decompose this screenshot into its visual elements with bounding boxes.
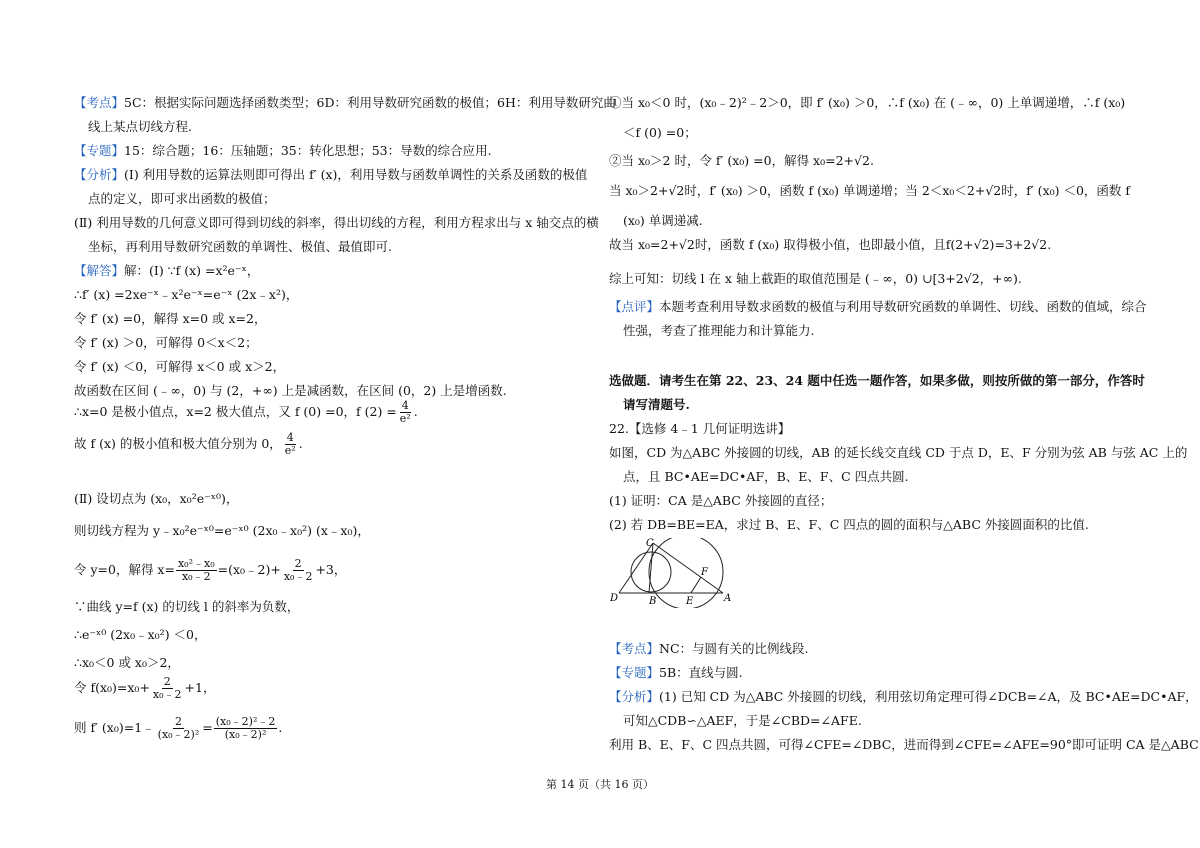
zhuanti-tag: 【专题】 (609, 665, 660, 680)
numerator: 4 (401, 399, 409, 412)
solution-line: ∵曲线 y=f (x) 的切线 l 的斜率为负数， (74, 599, 300, 614)
denominator: x₀﹣2 (152, 688, 182, 701)
solution-line: ∴x₀＜0 或 x₀＞2， (74, 655, 180, 670)
numerator: 2 (174, 715, 182, 728)
question-title: 22.【选修 4﹣1 几何证明选讲】 (609, 421, 791, 436)
solution-text: +3， (315, 562, 347, 577)
label-B: B (649, 596, 657, 607)
solution-line: ②当 x₀＞2 时，令 f′ (x₀) =0，解得 x₀=2+√2. (609, 153, 874, 168)
fenxi-text-2: 点的定义，即可求出函数的极值； (88, 191, 276, 206)
solution-text: 令 y=0，解得 x= (74, 562, 175, 577)
solution-text: 则 f′ (x₀)=1﹣ (74, 720, 155, 735)
zhuanti-line (74, 142, 492, 160)
fenxi-text: (1) 已知 CD 为△ABC 外接圆的切线，利用弦切角定理可得∠DCB=∠A，及 BC•AE=DC•AF， (659, 689, 1198, 704)
fraction (176, 558, 217, 583)
solution-line: 故当 x₀=2+√2时，函数 f (x₀) 取得极小值，也即最小值，且f(2+√2)=3+2√2. (609, 237, 1052, 252)
numerator: 4 (286, 431, 294, 444)
fenxi-text-4: 坐标，再利用导数研究函数的单调性、极值、最值即可. (88, 239, 392, 254)
question-text: 如图，CD 为△ABC 外接圆的切线，AB 的延长线交直线 CD 于点 D，E、F 分别为弦 AB 与弦 AC 上的 (609, 445, 1188, 460)
fraction (282, 558, 315, 583)
page-footer: 第 14 页（共 16 页） (546, 778, 654, 791)
denominator: (x₀﹣2)² (224, 728, 267, 741)
label-A: A (724, 593, 732, 604)
label-F: F (701, 567, 708, 578)
solution-line: ∴e⁻ˣ⁰ (2x₀﹣x₀²) ＜0， (74, 627, 207, 642)
solution-line: (x₀) 单调递减. (623, 213, 703, 228)
jieda-line (74, 262, 259, 280)
jieda-tag: 【解答】 (74, 263, 125, 278)
denominator: (x₀﹣2)² (157, 728, 200, 741)
geometry-figure (609, 538, 739, 608)
line-EF (691, 577, 701, 593)
numerator: 2 (163, 675, 171, 688)
numerator: (x₀﹣2)²﹣2 (215, 715, 276, 728)
solution-line (74, 676, 215, 701)
xuanzuo-heading: 选做题．请考生在第 22、23、24 题中任选一题作答，如果多做，则按所做的第一部分，作答时 (609, 373, 1145, 388)
solution-line: ＜f (0) =0； (623, 125, 697, 140)
fenxi-text-3: (Ⅱ) 利用导数的几何意义即可得到切线的斜率，得出切线的方程，利用方程求出与 x 轴交点的横 (74, 215, 599, 230)
solution-text: ∴x=0 是极小值点，x=2 极大值点，又 f (0) =0，f (2) = (74, 404, 397, 419)
fenxi-line (609, 688, 1198, 706)
fenxi-tag: 【分析】 (609, 689, 660, 704)
label-D: D (610, 593, 619, 604)
solution-line: 故 f (x) 的极小值和极大值分别为 0， $\frac{4}{\text{e²}}$ . (74, 431, 303, 457)
solution-line: 当 x₀＞2+√2时，f′ (x₀) ＞0，函数 f (x₀) 单调递增；当 2＜x₀＜2+√2时，f′ (x₀) ＜0，函数 f (609, 183, 1131, 198)
fenxi-text-3: 利用 B、E、F、C 四点共圆，可得∠CFE=∠DBC，进而得到∠CFE=∠AFE=90°即可证明 CA 是△ABC (609, 737, 1199, 752)
solution-text: . (278, 720, 283, 735)
dianping-text: 本题考查利用导数求函数的极值与利用导数研究函数的单调性、切线、函数的值域，综合 (659, 299, 1147, 314)
fraction (151, 676, 184, 701)
xuanzuo-heading-2: 请写清题号. (623, 397, 690, 412)
solution-line: (Ⅱ) 设切点为 (x₀，x₀²e⁻ˣ⁰)， (74, 491, 239, 506)
fraction (156, 716, 202, 741)
denominator: x₀﹣2 (181, 570, 211, 583)
denominator: e² (284, 444, 296, 457)
zhuanti-line (609, 664, 743, 682)
question-text: (2) 若 DB=BE=EA，求过 B、E、F、C 四点的圆的面积与△ABC 外接圆面积的比值. (609, 517, 1089, 532)
solution-text: =(x₀﹣2)+ (217, 562, 281, 577)
jieda-text: 解：(Ⅰ) ∵f (x) =x²e⁻ˣ， (124, 263, 260, 278)
denominator: x₀﹣2 (283, 570, 313, 583)
fraction (283, 432, 298, 457)
solution-line: ∴x=0 是极小值点，x=2 极大值点，又 f (0) =0，f (2) = $\frac{4}{\text{e²}}$ . (74, 399, 418, 425)
solution-line (74, 716, 282, 741)
dianping-text-2: 性强，考查了推理能力和计算能力. (623, 323, 815, 338)
denominator: e² (399, 412, 411, 425)
kaodian-text: 5C：根据实际问题选择函数类型；6D：利用导数研究函数的极值；6H：利用导数研究曲 (124, 95, 616, 110)
solution-text: +1， (184, 680, 216, 695)
solution-line: 令 f′ (x) ＞0，可解得 0＜x＜2； (74, 335, 258, 350)
solution-line: 令 f′ (x) ＜0，可解得 x＜0 或 x＞2， (74, 359, 286, 374)
fenxi-text-2: 可知△CDB∽△AEF，于是∠CBD=∠AFE. (623, 713, 862, 728)
fenxi-line (74, 166, 587, 184)
fenxi-text-1: (Ⅰ) 利用导数的运算法则即可得出 f′ (x)，利用导数与函数单调性的关系及函数的极值 (124, 167, 588, 182)
solution-line: ①当 x₀＜0 时，(x₀﹣2)²﹣2＞0，即 f′ (x₀) ＞0，∴f (x₀) 在 (﹣∞，0) 上单调递增，∴f (x₀) (609, 95, 1126, 110)
kaodian-line (74, 94, 616, 112)
label-C: C (646, 538, 654, 549)
kaodian-text: NC：与圆有关的比例线段. (659, 641, 809, 656)
kaodian-line (609, 640, 809, 658)
kaodian-tag: 【考点】 (609, 641, 660, 656)
solution-line (74, 558, 346, 583)
solution-line: 令 f′ (x) =0，解得 x=0 或 x=2， (74, 311, 267, 326)
solution-line: ∴f′ (x) =2xe⁻ˣ﹣x²e⁻ˣ=e⁻ˣ (2x﹣x²)， (74, 287, 299, 302)
kaodian-tag: 【考点】 (74, 95, 125, 110)
solution-text: 令 f(x₀)=x₀+ (74, 680, 150, 695)
fraction (214, 716, 278, 741)
numerator: 2 (294, 557, 302, 570)
solution-text: = (202, 720, 213, 735)
solution-text: 故 f (x) 的极小值和极大值分别为 0， (74, 436, 282, 451)
dianping-tag: 【点评】 (609, 299, 660, 314)
zhuanti-text: 15：综合题；16：压轴题；35：转化思想；53：导数的综合应用. (124, 143, 492, 158)
dianping-line (609, 298, 1147, 316)
label-E: E (686, 596, 694, 607)
line-CA (653, 543, 723, 593)
solution-line: 综上可知：切线 l 在 x 轴上截距的取值范围是 (﹣∞，0) ∪[3+2√2，+∞). (609, 271, 1022, 286)
solution-line: 故函数在区间 (﹣∞，0) 与 (2，+∞) 上是减函数，在区间 (0，2) 上是增函数. (74, 383, 507, 398)
question-text: (1) 证明：CA 是△ABC 外接圆的直径； (609, 493, 833, 508)
numerator: x₀²﹣x₀ (177, 557, 215, 570)
fraction (398, 400, 413, 425)
zhuanti-text: 5B：直线与圆. (659, 665, 743, 680)
question-text: 点，且 BC•AE=DC•AF，B、E、F、C 四点共圆. (623, 469, 909, 484)
kaodian-cont: 线上某点切线方程. (88, 119, 192, 134)
solution-line: 则切线方程为 y﹣x₀²e⁻ˣ⁰=e⁻ˣ⁰ (2x₀﹣x₀²) (x﹣x₀)， (74, 523, 370, 538)
zhuanti-tag: 【专题】 (74, 143, 125, 158)
fenxi-tag: 【分析】 (74, 167, 125, 182)
